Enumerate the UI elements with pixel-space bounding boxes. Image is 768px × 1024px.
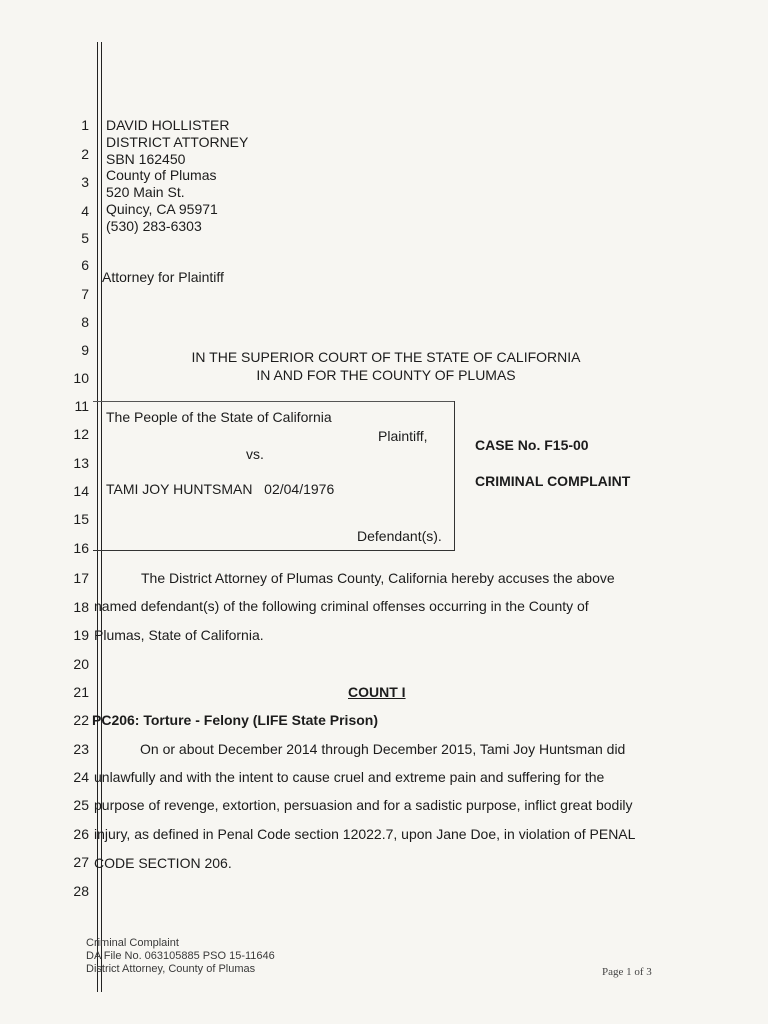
line-number: 21 bbox=[73, 684, 89, 700]
document-type: CRIMINAL COMPLAINT bbox=[475, 473, 631, 489]
line-number: 18 bbox=[73, 599, 89, 615]
attorney-name: DAVID HOLLISTER bbox=[106, 117, 230, 133]
count-body-line-1: On or about December 2014 through December 2015, Tami Joy Huntsman did bbox=[140, 741, 626, 757]
caption-defendant-name: TAMI JOY HUNTSMAN 02/04/1976 bbox=[106, 481, 335, 497]
attorney-title: DISTRICT ATTORNEY bbox=[106, 134, 249, 150]
court-title-line1: IN THE SUPERIOR COURT OF THE STATE OF CALIFORNIA bbox=[191, 349, 581, 365]
line-number: 7 bbox=[81, 286, 89, 302]
footer-office: District Attorney, County of Plumas bbox=[86, 963, 256, 975]
line-number: 23 bbox=[73, 741, 89, 757]
phone-number: (530) 283-6303 bbox=[106, 218, 202, 234]
court-title-line2: IN AND FOR THE COUNTY OF PLUMAS bbox=[256, 367, 516, 383]
line-number: 6 bbox=[81, 257, 89, 273]
line-number: 22 bbox=[73, 712, 89, 728]
line-number: 12 bbox=[73, 426, 89, 442]
line-number: 20 bbox=[73, 656, 89, 672]
case-number: CASE No. F15-00 bbox=[475, 437, 589, 453]
line-number: 26 bbox=[73, 826, 89, 842]
line-number: 17 bbox=[73, 570, 89, 586]
page-number: Page 1 of 3 bbox=[602, 966, 652, 978]
count-body-line-4: injury, as defined in Penal Code section 12022.7, upon Jane Doe, in violation of PENAL bbox=[94, 826, 636, 842]
caption-plaintiff: Plaintiff, bbox=[378, 428, 428, 444]
line-number: 13 bbox=[73, 455, 89, 471]
line-number: 19 bbox=[73, 627, 89, 643]
line-number: 24 bbox=[73, 769, 89, 785]
bar-number: SBN 162450 bbox=[106, 151, 186, 167]
line-number: 25 bbox=[73, 797, 89, 813]
line-number: 9 bbox=[81, 342, 89, 358]
city-state-zip: Quincy, CA 95971 bbox=[106, 201, 218, 217]
line-number: 5 bbox=[81, 230, 89, 246]
caption-defendants: Defendant(s). bbox=[357, 528, 442, 544]
line-number: 15 bbox=[73, 511, 89, 527]
intro-line-1: The District Attorney of Plumas County, California hereby accuses the above bbox=[141, 570, 615, 586]
count-body-line-5: CODE SECTION 206. bbox=[94, 855, 232, 871]
caption-people: The People of the State of California bbox=[106, 409, 332, 425]
intro-line-2: named defendant(s) of the following criminal offenses occurring in the County of bbox=[94, 598, 589, 614]
line-number: 16 bbox=[73, 540, 89, 556]
line-number: 4 bbox=[81, 203, 89, 219]
line-number: 3 bbox=[81, 174, 89, 190]
charge-heading: PC206: Torture - Felony (LIFE State Prison) bbox=[92, 712, 379, 728]
count-body-line-3: purpose of revenge, extortion, persuasion and for a sadistic purpose, inflict great bodily bbox=[94, 797, 633, 813]
caption-vs: vs. bbox=[246, 446, 264, 462]
county: County of Plumas bbox=[106, 167, 217, 183]
line-number: 8 bbox=[81, 314, 89, 330]
line-number: 10 bbox=[73, 370, 89, 386]
footer-title: Criminal Complaint bbox=[86, 937, 179, 949]
line-number: 1 bbox=[81, 117, 89, 133]
street-address: 520 Main St. bbox=[106, 184, 185, 200]
count-body-line-2: unlawfully and with the intent to cause cruel and extreme pain and suffering for the bbox=[94, 769, 605, 785]
line-number: 14 bbox=[73, 483, 89, 499]
line-number: 2 bbox=[81, 146, 89, 162]
intro-line-3: Plumas, State of California. bbox=[94, 627, 264, 643]
attorney-for: Attorney for Plaintiff bbox=[102, 269, 224, 285]
line-number: 27 bbox=[73, 854, 89, 870]
line-number: 28 bbox=[73, 883, 89, 899]
line-number: 11 bbox=[74, 398, 89, 414]
count-title: COUNT I bbox=[348, 684, 406, 700]
footer-file-number: DA File No. 063105885 PSO 15-11646 bbox=[86, 950, 275, 962]
